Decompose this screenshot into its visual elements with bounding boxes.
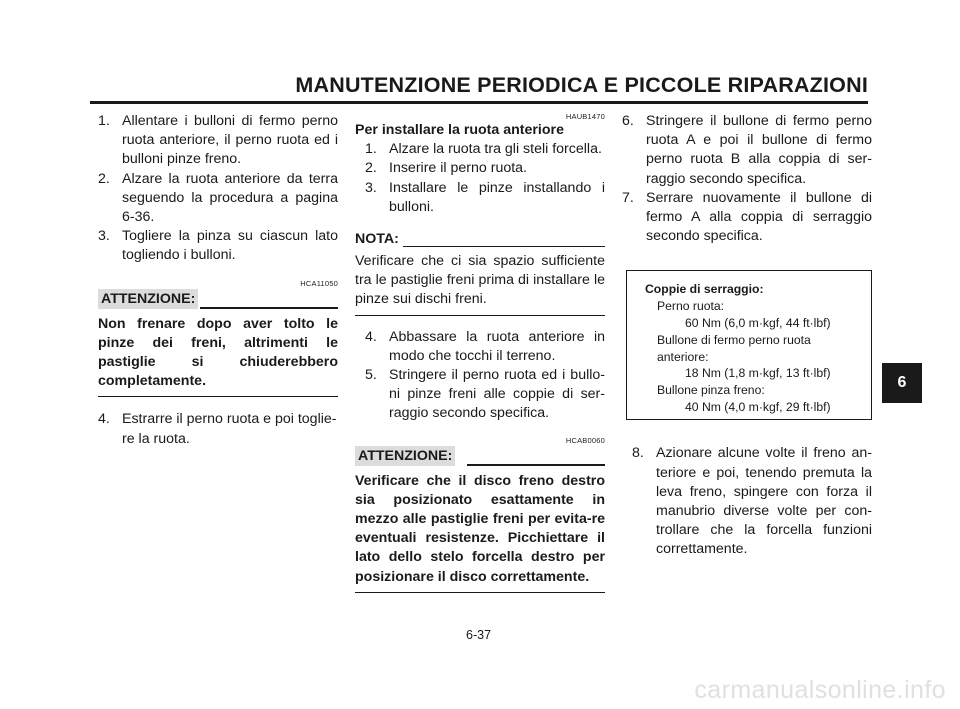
list-item [365,366,605,424]
step-text: Allentare i bulloni di fermo perno ruota anteriore, il perno ruota ed i bulloni pinze freno. [122,113,338,168]
step-number: 4. [365,328,377,345]
step-number: 6. [622,113,634,129]
note-text: Verificare che ci sia spazio sufficiente tra le pastiglie freni prima di installare le pinze sui dischi freni. [355,252,605,316]
page-number: 6-37 [466,628,492,642]
step-text: Serrare nuovamente il bullone di fermo A alla coppia di serraggio secondo specifica. [646,189,872,245]
step-text: Togliere la pinza su ciascun lato togliendo i bulloni. [122,228,338,264]
caution-rule [467,464,605,466]
step-number: 2. [365,160,377,177]
pinch-bolt-label: Bullone di fermo perno ruota [657,332,811,347]
list-item [98,227,338,265]
section-code: HAUB1470 [565,112,605,121]
caution-text: Verificare che il disco freno destro sia posizionato esattamente in mezzo alle pastiglie freni per evita-re eventuali resistenze. Picchiettare il lato dello stelo forcella destro per posizionare il disco correttamente. [355,472,605,593]
install-steps [365,140,605,217]
left-column [98,112,338,449]
step-text: Estrarre il perno ruota e poi toglie-re la ruota. [122,411,337,447]
page-header [90,73,868,107]
step-text: Abbassare la ruota anteriore in modo che tocchi il terreno. [389,328,605,364]
step-text: Stringere il perno ruota ed i bullo-ni pinze freni alle coppie di ser-raggio secondo specifica. [389,367,605,422]
list-item [622,112,872,189]
final-steps [632,444,872,559]
caution-header [98,289,338,311]
step-number: 1. [98,113,110,129]
list-item [365,328,605,366]
note-rule [403,246,605,248]
step-number: 7. [622,189,634,206]
list-item [98,112,338,170]
caliper-bolt-label: Bullone pinza freno: [657,383,765,398]
install-steps-continued [365,328,605,424]
step-text: Inserire il perno ruota. [389,160,528,177]
torque-title: Coppie di serraggio: [645,282,764,297]
caliper-bolt-value: 40 Nm (4,0 m·kgf, 29 ft·lbf) [685,400,831,414]
right-column [620,112,872,560]
list-item [98,170,338,228]
section-heading: Per installare la ruota anteriore [355,122,564,138]
removal-steps-continued [98,410,338,448]
step-number: 2. [98,170,110,187]
step-text: Stringere il bullone di fermo perno ruota A e poi il bullone di fermo perno ruota B alla coppia di ser-raggio secondo specifica. [646,113,872,187]
pinch-bolt-label-cont: anteriore: [657,349,709,364]
torque-spec-box [626,270,872,420]
step-number: 4. [98,411,110,428]
pinch-bolt-value: 18 Nm (1,8 m·kgf, 13 ft·lbf) [685,366,831,381]
step-number: 5. [365,367,377,384]
caution-code: HCA11050 [300,278,338,288]
note-header [355,230,605,252]
caution-code: HCAB0060 [565,435,605,445]
step-number: 8. [632,445,644,462]
list-item [632,444,872,559]
list-item [622,189,872,247]
watermark: carmanualsonline.info [694,676,946,704]
step-number: 1. [365,141,377,158]
chapter-tab: 6 [882,363,922,403]
caution-header [355,446,605,468]
caution-rule [200,307,338,309]
step-text: Installare le pinze installando i bulloni. [389,179,605,215]
step-text: Azionare alcune volte il freno an-teriore e poi, tenendo premuta la leva freno, spingere con forza il manubrio diverse volte per con-trollare che la forcella funzioni correttamente. [656,445,872,558]
step-text: Alzare la ruota tra gli steli forcella. [389,141,602,158]
caution-label: ATTENZIONE: [355,446,455,466]
list-item [98,410,338,448]
list-item [365,159,605,178]
list-item [365,179,605,217]
header-rule [90,101,868,104]
caution-label: ATTENZIONE: [98,289,198,309]
step-number: 3. [98,228,110,245]
step-number: 3. [365,179,377,196]
note-label: NOTA: [355,231,399,248]
page-title: MANUTENZIONE PERIODICA E PICCOLE RIPARAZIONI [295,73,868,97]
list-item [365,140,605,159]
axle-value: 60 Nm (6,0 m·kgf, 44 ft·lbf) [685,316,831,331]
removal-steps [98,112,338,266]
step-text: Alzare la ruota anteriore da terra seguendo la procedura a pagina 6-36. [122,170,338,226]
middle-column [355,112,605,593]
caution-text: Non frenare dopo aver tolto le pinze dei freni, altrimenti le pastiglie si chiuderebbero completamente. [98,315,338,398]
axle-label: Perno ruota: [657,299,725,314]
tightening-steps [622,112,872,246]
